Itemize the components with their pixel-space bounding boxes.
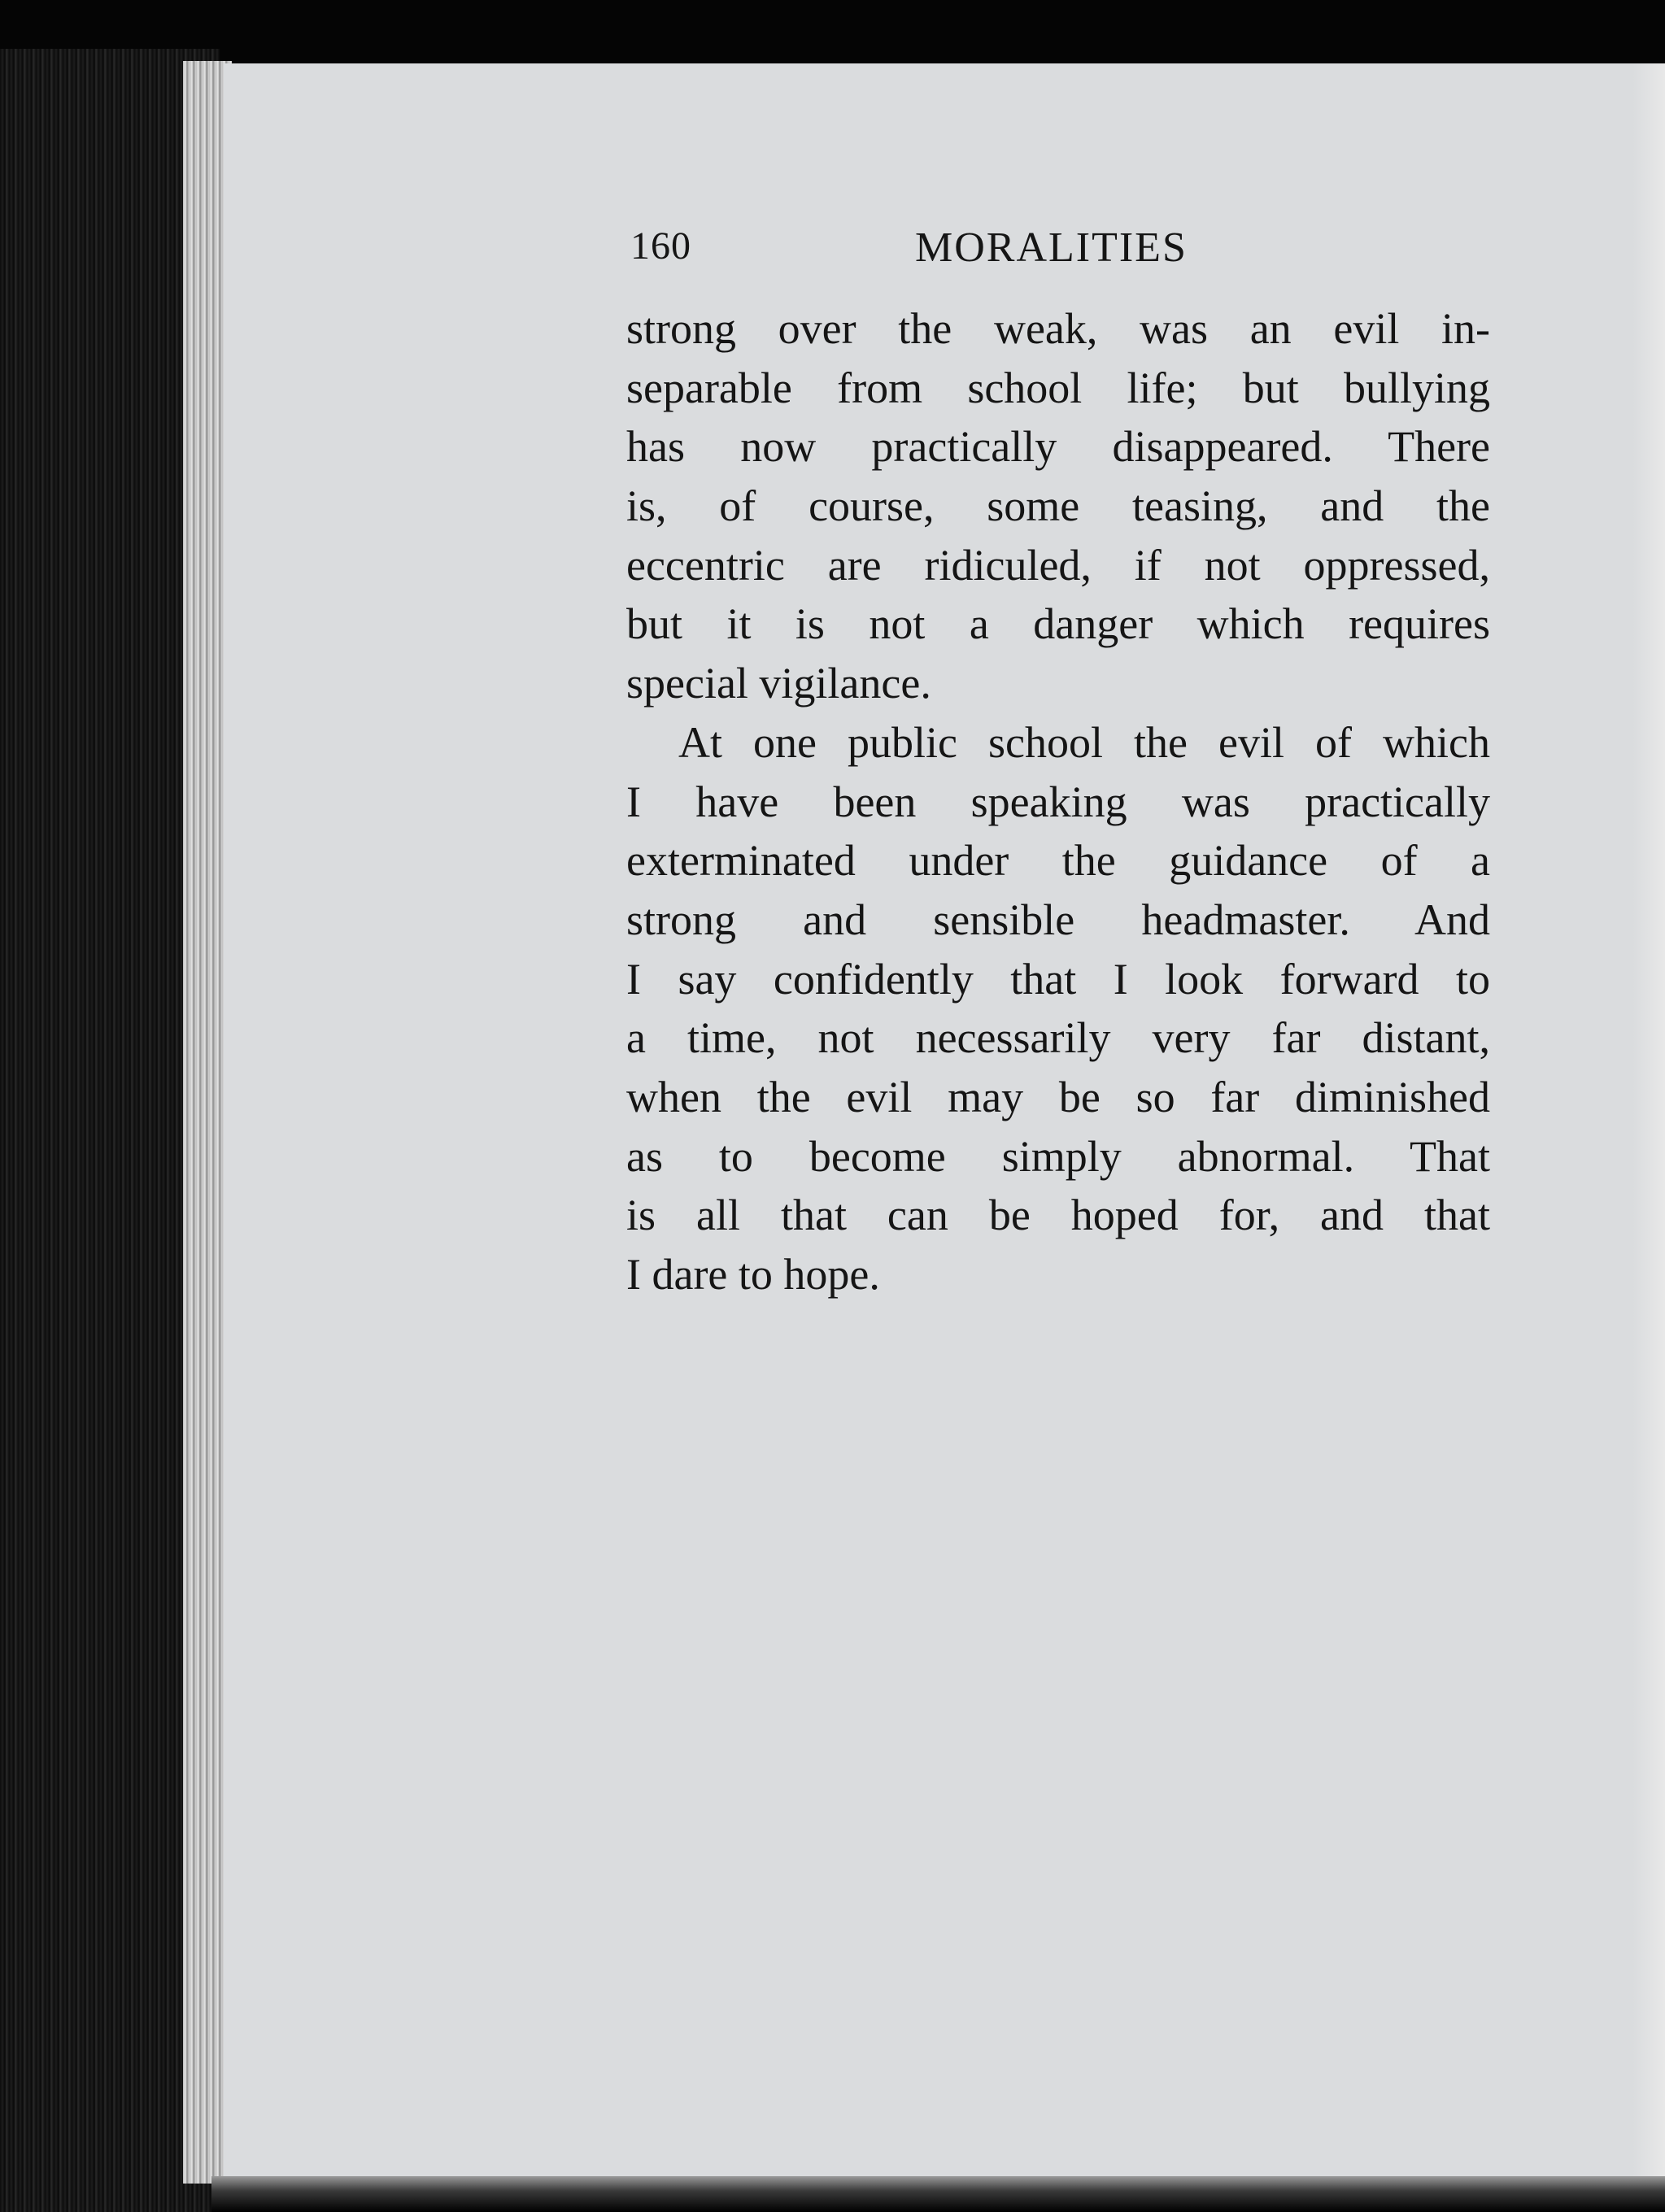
text-line: has now practically disappeared. There xyxy=(626,422,1490,472)
text-line: exterminated under the guidance of a xyxy=(626,836,1490,886)
body-text xyxy=(626,299,1490,1304)
text-line: strong over the weak, was an evil in- xyxy=(626,304,1490,353)
text-line: eccentric are ridiculed, if not oppressed, xyxy=(626,540,1490,590)
scan-bottom-border xyxy=(211,2176,1665,2212)
text-line: as to become simply abnormal. That xyxy=(626,1131,1490,1181)
page-number: 160 xyxy=(630,224,691,268)
text-line: special vigilance. xyxy=(626,659,931,708)
text-line: I have been speaking was practically xyxy=(626,777,1490,826)
text-line: is, of course, some teasing, and the xyxy=(626,481,1490,531)
text-line: a time, not necessarily very far distant, xyxy=(626,1013,1490,1063)
text-line: but it is not a danger which requires xyxy=(626,599,1490,649)
text-line: strong and sensible headmaster. And xyxy=(626,895,1490,944)
text-line: when the evil may be so far diminished xyxy=(626,1072,1490,1121)
text-line: I dare to hope. xyxy=(626,1250,880,1299)
scan-top-border xyxy=(0,0,1665,63)
page-right-edge xyxy=(1632,63,1665,2178)
running-head xyxy=(630,224,1476,281)
text-line: separable from school life; but bullying xyxy=(626,363,1490,412)
text-line: I say confidently that I look forward to xyxy=(626,954,1490,1004)
text-line: is all that can be hoped for, and that xyxy=(626,1191,1490,1240)
running-title: MORALITIES xyxy=(915,224,1188,271)
text-line: At one public school the evil of which xyxy=(678,717,1490,767)
